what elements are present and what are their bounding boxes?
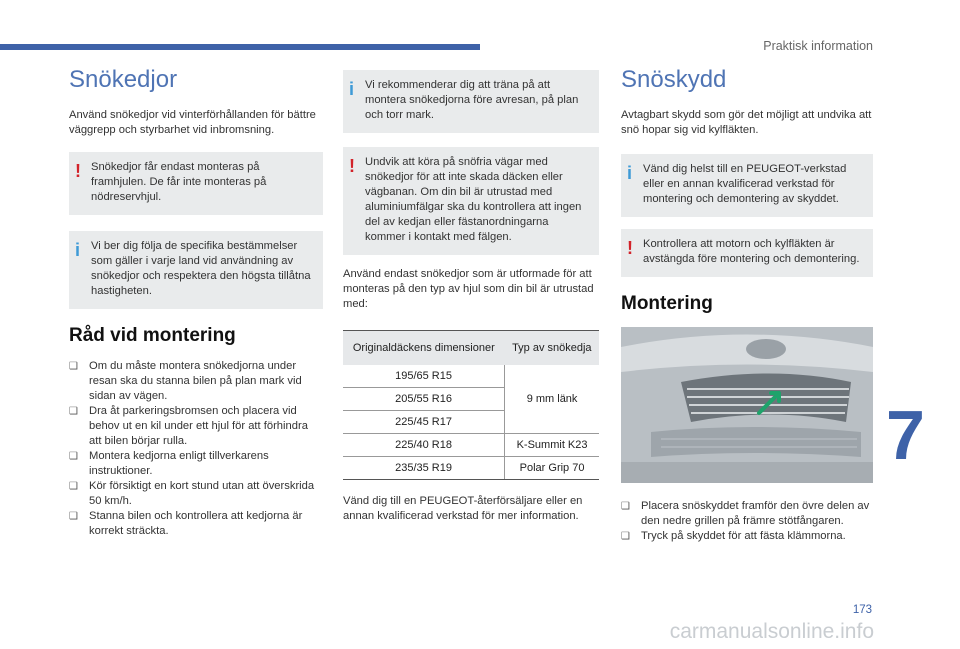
list-item bbox=[69, 509, 323, 539]
warning-note bbox=[343, 147, 599, 255]
warning-note-text: Snökedjor får endast monteras på framhjulen. De får inte monteras på nödreservhjul. bbox=[91, 161, 267, 203]
info-i-icon: i bbox=[75, 240, 81, 260]
table-cell-size: 225/45 R17 bbox=[343, 411, 505, 434]
top-accent-bar bbox=[0, 44, 480, 50]
info-note bbox=[69, 231, 323, 309]
table-row bbox=[343, 365, 599, 388]
table-cell-chain: K-Summit K23 bbox=[505, 434, 599, 457]
table-cell-chain: Polar Grip 70 bbox=[505, 457, 599, 480]
list-item bbox=[69, 479, 323, 509]
info-note-text: Vänd dig helst till en PEUGEOT-verkstad eller en annan kvalificerad verkstad för montering och demontering av skyddet. bbox=[643, 163, 847, 205]
table-header-chain-type: Typ av snökedja bbox=[505, 331, 599, 366]
info-note-text: Vi ber dig följa de specifika bestämmelser som gäller i varje land vid användning av snökedjor och respektera den högsta tillåtna hastigheten. bbox=[91, 240, 311, 297]
chapter-number: 7 bbox=[886, 396, 925, 474]
snow-guard-intro: Avtagbart skydd som gör det möjligt att undvika att snö hopar sig vid kylfläkten. bbox=[621, 109, 872, 136]
list-item bbox=[621, 529, 873, 544]
square-check-bullet-icon: ❑ bbox=[69, 481, 78, 492]
warning-note bbox=[69, 152, 323, 215]
square-check-bullet-icon: ❑ bbox=[69, 511, 78, 522]
table-cell-size: 225/40 R18 bbox=[343, 434, 505, 457]
info-i-icon: i bbox=[627, 163, 633, 183]
table-cell-size: 195/65 R15 bbox=[343, 365, 505, 388]
table-outro: Vänd dig till en PEUGEOT-återförsäljare eller en annan kvalificerad verkstad för mer information. bbox=[343, 495, 583, 522]
table-cell-chain: 9 mm länk bbox=[505, 365, 599, 434]
subtitle-mounting-advice: Råd vid montering bbox=[69, 325, 236, 346]
info-i-icon: i bbox=[349, 79, 355, 99]
info-note-text: Vi rekommenderar dig att träna på att montera snökedjorna före avresan, på plan och torr mark. bbox=[365, 79, 579, 121]
section-title-snow-guard: Snöskydd bbox=[621, 66, 727, 93]
exclamation-icon: ! bbox=[349, 156, 355, 176]
table-row bbox=[343, 434, 599, 457]
list-item bbox=[69, 449, 323, 479]
section-header: Praktisk information bbox=[763, 39, 873, 53]
square-check-bullet-icon: ❑ bbox=[69, 451, 78, 462]
table-intro: Använd endast snökedjor som är utformade för att monteras på den typ av hjul som din bil är utrustad med: bbox=[343, 268, 594, 310]
table-header-tyre-size: Originaldäckens dimensioner bbox=[343, 331, 505, 366]
page-number: 173 bbox=[852, 604, 872, 616]
step-text: Tryck på skyddet för att fästa klämmorna. bbox=[641, 530, 846, 542]
watermark: carmanualsonline.info bbox=[669, 620, 874, 643]
list-item bbox=[69, 404, 323, 449]
list-item bbox=[621, 499, 873, 529]
step-text: Dra åt parkeringsbromsen och placera vid behov ut en kil under ett hjul för att förhindra att bilen börjar rulla. bbox=[89, 405, 308, 447]
exclamation-icon: ! bbox=[75, 161, 81, 181]
info-note bbox=[621, 154, 873, 217]
step-text: Placera snöskyddet framför den övre delen av den nedre grillen på främre stötfångaren. bbox=[641, 500, 870, 527]
table-row bbox=[343, 457, 599, 480]
square-check-bullet-icon: ❑ bbox=[69, 361, 78, 372]
step-text: Kör försiktigt en kort stund utan att överskrida 50 km/h. bbox=[89, 480, 315, 507]
square-check-bullet-icon: ❑ bbox=[621, 501, 630, 512]
snow-chain-table bbox=[343, 330, 599, 480]
warning-note bbox=[621, 229, 873, 277]
table-cell-size: 235/35 R19 bbox=[343, 457, 505, 480]
grille-illustration bbox=[621, 327, 873, 483]
column-snow-chains bbox=[69, 60, 323, 539]
page-title: Snökedjor bbox=[69, 66, 178, 93]
table-cell-size: 205/55 R16 bbox=[343, 388, 505, 411]
square-check-bullet-icon: ❑ bbox=[69, 406, 78, 417]
square-check-bullet-icon: ❑ bbox=[621, 531, 630, 542]
warning-note-text: Kontrollera att motorn och kylfläkten är avstängda före montering och demontering. bbox=[643, 238, 860, 265]
list-item bbox=[69, 359, 323, 404]
exclamation-icon: ! bbox=[627, 238, 633, 258]
intro-text: Använd snökedjor vid vinterförhållanden för bättre väggrepp och styrbarhet vid inbromsning. bbox=[69, 109, 316, 136]
step-text: Stanna bilen och kontrollera att kedjorna är korrekt sträckta. bbox=[89, 510, 303, 537]
step-text: Montera kedjorna enligt tillverkarens instruktioner. bbox=[89, 450, 269, 477]
warning-note-text: Undvik att köra på snöfria vägar med snökedjor för att inte skada däcken eller vägbanan. Om din bil är utrustad med aluminiumfälgar ska du kontrollera att ingen del av kedjan eller fästanordningarna kommer i kontakt med fälgen. bbox=[365, 156, 582, 243]
column-snow-guard bbox=[621, 60, 873, 544]
snow-guard-steps bbox=[621, 499, 873, 544]
info-note bbox=[343, 70, 599, 133]
mounting-steps bbox=[69, 359, 323, 539]
step-text: Om du måste montera snökedjorna under resan ska du stanna bilen på plan mark vid sidan av vägen. bbox=[89, 360, 302, 402]
car-front-grille-image bbox=[621, 327, 873, 483]
subtitle-mounting: Montering bbox=[621, 293, 713, 314]
column-recommendations bbox=[343, 70, 599, 524]
